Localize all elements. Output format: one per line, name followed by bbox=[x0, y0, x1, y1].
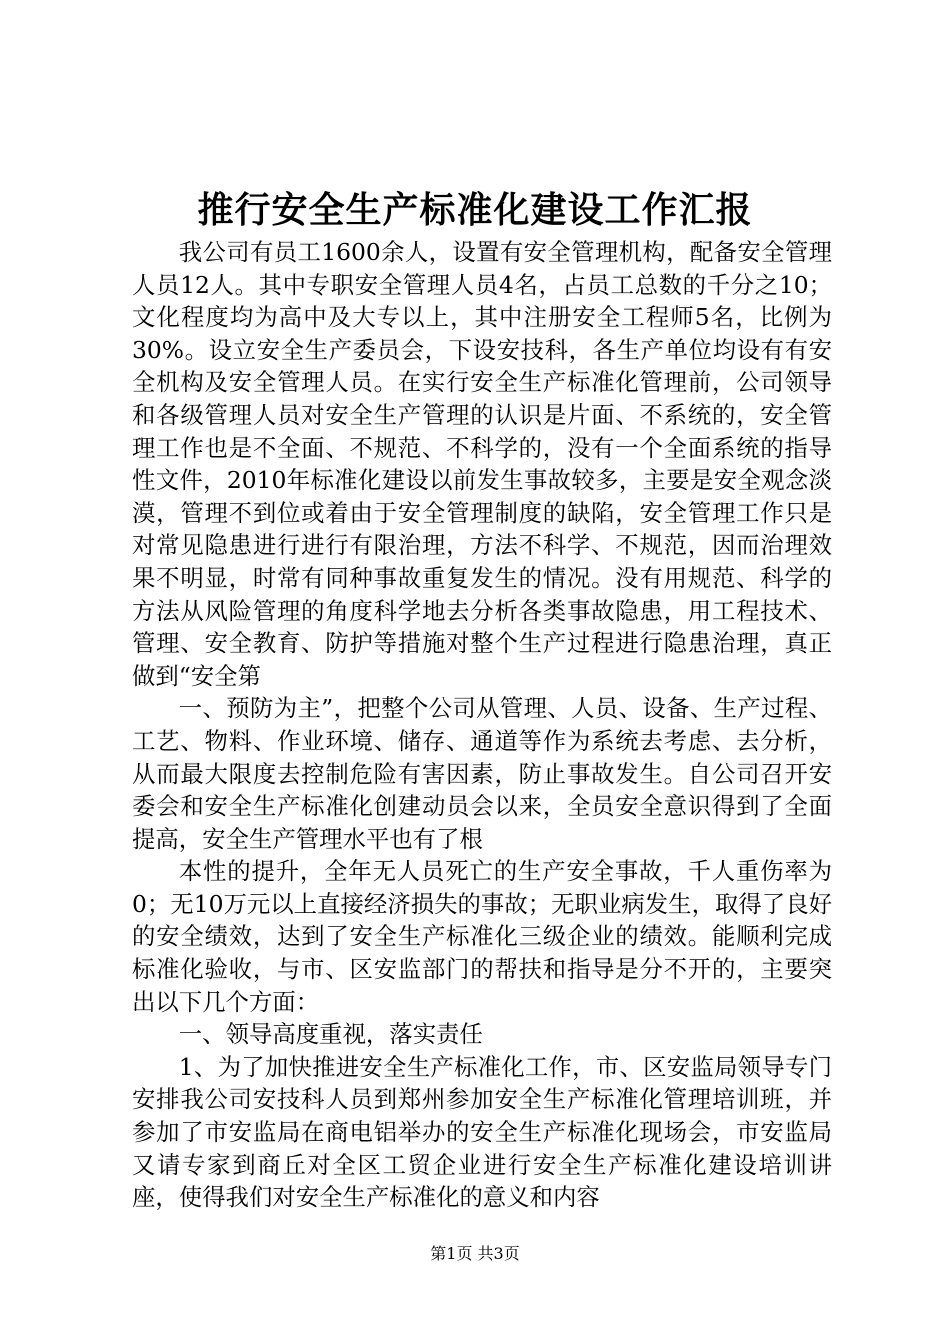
paragraph: 我公司有员工1600余人，设置有安全管理机构，配备安全管理人员12人。其中专职安全管理人员4名，占员工总数的千分之10；文化程度均为高中及大专以上，其中注册安全工程师5名，比例为30%。设立安全生产委员会，下设安技科，各生产单位均设有有安全机构及安全管理人员。在实行安全生产标准化管理前，公司领导和各级管理人员对安全生产管理的认识是片面、不系统的，安全管理工作也是不全面、不规范、不科学的，没有一个全面系统的指导性文件，2010年标准化建设以前发生事故较多，主要是安全观念淡漠，管理不到位或着由于安全管理制度的缺陷，安全管理工作只是对常见隐患进行进行有限治理，方法不科学、不规范，因而治理效果不明显，时常有同种事故重复发生的情况。没有用规范、科学的方法从风险管理的角度科学地去分析各类事故隐患，用工程技术、管理、安全教育、防护等措施对整个生产过程进行隐患治理，真正做到“安全第 bbox=[132, 238, 832, 690]
document-body bbox=[132, 236, 832, 1214]
paragraph: 一、预防为主”，把整个公司从管理、人员、设备、生产过程、工艺、物料、作业环境、储存、通道等作为系统去考虑、去分析，从而最大限度去控制危险有害因素，防止事故发生。自公司召开安委会和安全生产标准化创建动员会以来，全员安全意识得到了全面提高，安全生产管理水平也有了根 bbox=[132, 694, 832, 853]
paragraph: 本性的提升，全年无人员死亡的生产安全事故，千人重伤率为0；无10万元以上直接经济损失的事故；无职业病发生，取得了良好的安全绩效，达到了安全生产标准化三级企业的绩效。能顺利完成标准化验收，与市、区安监部门的帮扶和指导是分不开的，主要突出以下几个方面： bbox=[132, 857, 832, 1016]
paragraph: 1、为了加快推进安全生产标准化工作，市、区安监局领导专门安排我公司安技科人员到郑州参加安全生产标准化管理培训班，并参加了市安监局在商电铝举办的安全生产标准化现场会，市安监局又请专家到商丘对全区工贸企业进行安全生产标准化建设培训讲座，使得我们对安全生产标准化的意义和内容 bbox=[132, 1052, 832, 1212]
document-title: 推行安全生产标准化建设工作汇报 bbox=[197, 189, 753, 231]
paragraph: 一、领导高度重视，落实责任 bbox=[178, 1020, 483, 1049]
page-number: 第1页 共3页 bbox=[430, 1244, 520, 1263]
